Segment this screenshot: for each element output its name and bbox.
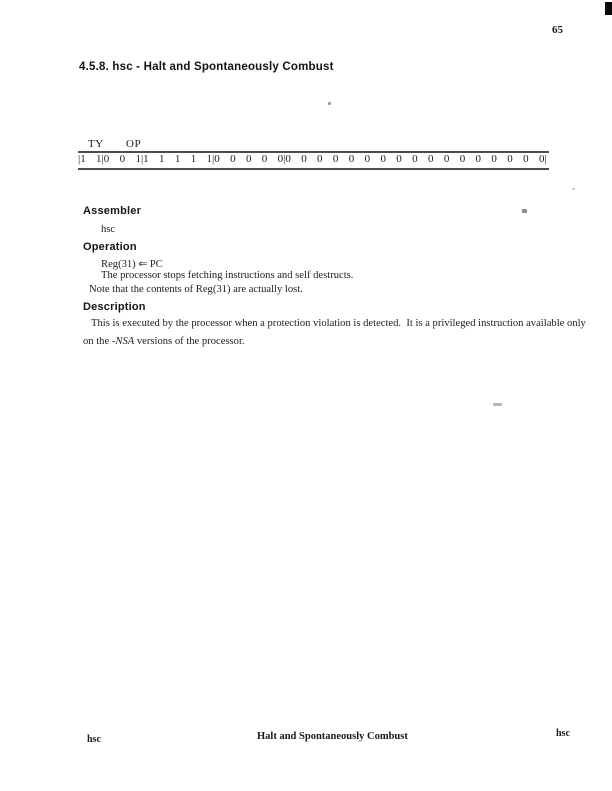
field-label-op: OP [126,138,142,150]
footer-left-mnemonic: hsc [87,734,101,745]
operation-detail: The processor stops fetching instructions and self destructs. [101,270,354,281]
footer-right-mnemonic: hsc [556,728,570,739]
assembler-heading: Assembler [83,205,142,217]
footer-instruction-title: Halt and Spontaneously Combust [257,731,408,742]
description-line2 [83,336,245,347]
scan-speckle [328,102,331,105]
description-line2-emphasis: -NSA [111,336,135,347]
field-label-ty: TY [88,138,104,150]
instruction-encoding-table [78,138,549,172]
operation-note: Note that the contents of Reg(31) are actually lost. [89,284,303,295]
assembler-syntax: hsc [101,224,116,235]
scan-speckle [572,188,575,190]
description-line2-post: versions of the processor. [134,336,245,347]
table-rule-bottom [78,168,549,170]
operation-pseudocode: Reg(31) ⇐ PC [101,259,163,270]
scan-corner-mark [605,2,612,15]
scan-speckle [522,209,527,213]
description-line2-pre: on the [83,336,112,347]
description-line1: This is executed by the processor when a protection violation is detected. It is a privileged instruction available only [91,318,586,329]
scan-speckle [493,403,502,406]
section-title: 4.5.8. hsc - Halt and Spontaneously Combust [79,61,334,73]
bit-values-row: |1 1|0 0 1|1 1 1 1 1|0 0 0 0 0|0 0 0 0 0 0 0 0 0 0 0 0 0 0 0 0 0| [78,153,547,165]
page-number: 65 [552,24,563,36]
description-heading: Description [83,301,146,313]
operation-heading: Operation [83,241,137,253]
